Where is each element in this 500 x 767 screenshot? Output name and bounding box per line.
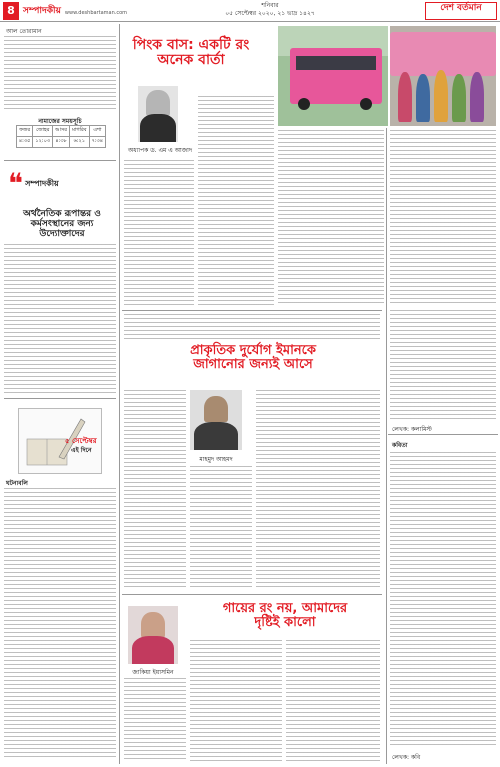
bus-windshield — [296, 56, 376, 70]
article1-headline-line1: পিংক বাস: একটি রং — [132, 37, 250, 53]
editorial-headline: অর্থনৈতিক রূপান্তর ও কর্মসংস্থানের জন্য উদ্যোক্তাদের — [23, 209, 101, 239]
article2-headline-line2: জাগানোর জন্যই আসে — [193, 357, 313, 373]
article1-headline-line2: অনেক বার্তা — [157, 52, 225, 69]
article1-col2-text — [198, 96, 274, 306]
article1-headline — [126, 38, 256, 69]
right-credit: লেখক: কলামিস্ট — [392, 426, 432, 433]
prayer-time-cell: ৬:২১ — [69, 137, 89, 148]
left-intro-text — [4, 36, 116, 112]
bus-side — [390, 32, 496, 76]
article2-lead-text — [124, 314, 380, 342]
website-url[interactable]: www.deshbartaman.com — [64, 10, 128, 16]
article3-col2-text — [190, 640, 282, 762]
article2-headline — [130, 344, 376, 373]
author-head — [141, 612, 165, 638]
article2-col3-text — [256, 390, 380, 590]
prayer-header-row — [17, 126, 106, 137]
prayer-time-cell: ৪:৩৫ — [17, 137, 33, 148]
article1-col1-text — [124, 160, 194, 306]
article3-col3-text — [286, 640, 380, 762]
passenger — [452, 74, 466, 122]
prayer-header-cell: মাগরিব — [69, 126, 89, 137]
article3-col1-text — [124, 678, 186, 762]
prayer-title: নামাজের সময়সূচি — [38, 118, 82, 125]
editorial-text — [4, 244, 116, 394]
events-list — [4, 488, 116, 760]
page-number: 8 — [3, 2, 19, 20]
column-divider — [119, 24, 120, 764]
passenger — [434, 70, 448, 122]
article3-headline-line2: দৃষ্টিই কালো — [254, 615, 316, 631]
article1-col3-text — [278, 130, 384, 306]
right-continued-text — [390, 310, 496, 422]
passenger — [398, 72, 412, 122]
logo-text: দেশ বর্তমান — [440, 3, 482, 13]
this-day-illustration — [18, 408, 102, 474]
article3-author-name: জাকিয়া ইয়াসমিন — [132, 669, 174, 676]
prayer-times-row — [17, 137, 106, 148]
author-head — [146, 90, 170, 116]
right-poem-text — [390, 452, 496, 748]
prayer-header-cell: আসর — [53, 126, 70, 137]
weekday: শনিবার — [261, 2, 279, 9]
article1-col4-text — [390, 130, 496, 306]
article1-author-name: অধ্যাপক ড. এম এ আজাদ — [128, 147, 192, 154]
prayer-time-cell: ১২:০৩ — [33, 137, 53, 148]
divider — [388, 434, 498, 435]
right-bottom-credit: লেখক: কবি — [392, 754, 421, 761]
article3-headline-line1: গায়ের রং নয়, আমাদের — [222, 601, 348, 616]
section-title: সম্পাদকীয় — [23, 6, 61, 16]
divider — [4, 398, 116, 399]
left-byline: আল তোরামান — [6, 28, 42, 35]
poem-title: কবিতা — [392, 442, 408, 449]
date-block — [210, 2, 330, 18]
prayer-header-cell: জোহর — [33, 126, 53, 137]
divider — [122, 310, 382, 311]
article1-author-photo — [138, 86, 178, 142]
article3-headline — [190, 602, 380, 631]
column-divider — [386, 128, 387, 764]
prayer-time-cell: ৭:৩৪ — [89, 137, 105, 148]
date-text: ০৫ সেপ্টেম্বর ২০২০, ২১ ভাদ্র ১৪২৭ — [225, 10, 315, 17]
quote-icon: ❝ — [8, 167, 24, 200]
editorial-label-text: সম্পাদকীয় — [25, 178, 59, 188]
article2-col2-text — [190, 466, 252, 590]
prayer-times-table — [16, 125, 106, 148]
day-title: ৫ সেপ্টেম্বর — [65, 437, 97, 445]
bus-wheel — [360, 98, 372, 110]
newspaper-logo — [425, 2, 497, 20]
events-header: ঘটনাবলি — [6, 480, 28, 487]
passenger — [416, 74, 430, 122]
article2-author-photo — [190, 390, 242, 450]
prayer-header-cell: এশা — [89, 126, 105, 137]
author-body — [132, 636, 174, 664]
article3-author-photo — [128, 606, 178, 664]
article2-col1-text — [124, 390, 186, 590]
article2-author-name: মাহমুদ আহমদ — [199, 456, 233, 463]
divider — [4, 160, 116, 161]
author-body — [194, 422, 238, 450]
pink-bus-photo — [278, 26, 388, 126]
author-head — [204, 396, 228, 422]
article2-headline-line1: প্রাকৃতিক দুর্যোগ ইমানকে — [190, 343, 316, 358]
editorial-label — [8, 167, 59, 200]
prayer-time-cell: ৪:৩৮ — [53, 137, 70, 148]
bus-wheel — [298, 98, 310, 110]
page-header — [0, 0, 500, 22]
women-passengers-photo — [390, 26, 496, 126]
day-subtitle: এই দিনে — [71, 447, 92, 454]
prayer-header-cell: ফজর — [17, 126, 33, 137]
divider — [122, 594, 382, 595]
author-body — [140, 114, 176, 142]
passenger — [470, 72, 484, 122]
